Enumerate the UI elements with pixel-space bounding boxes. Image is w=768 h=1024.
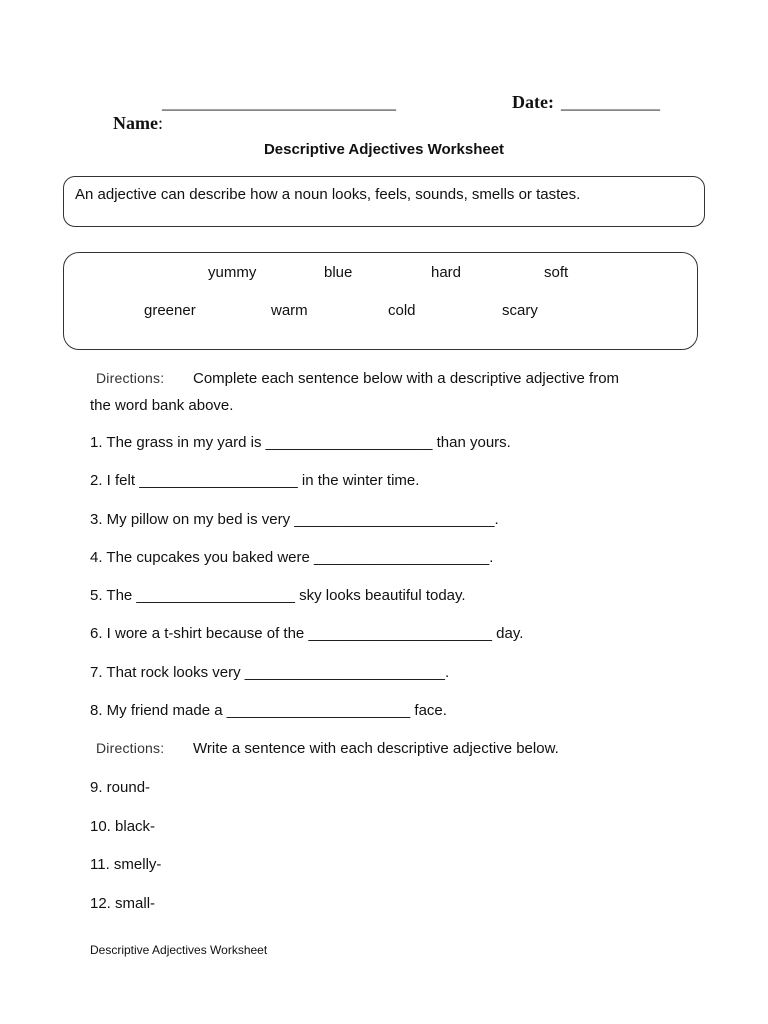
word-bank-word: greener — [144, 302, 196, 319]
sentence-item[interactable]: 2. I felt ___________________ in the winter time. — [90, 472, 420, 489]
adjective-item[interactable]: 11. smelly- — [90, 856, 162, 873]
adjective-item[interactable]: 9. round- — [90, 779, 151, 796]
date-field[interactable]: ___________ — [561, 92, 660, 112]
word-bank-word: soft — [544, 264, 569, 281]
word-bank-word: warm — [271, 302, 308, 319]
directions-label: Directions: — [96, 370, 165, 386]
word-bank-word: blue — [324, 264, 353, 281]
directions-text-continued: the word bank above. — [90, 397, 234, 414]
sentence-item[interactable]: 3. My pillow on my bed is very ________________________. — [90, 511, 499, 528]
footer-text: Descriptive Adjectives Worksheet — [90, 943, 268, 957]
directions-text: Complete each sentence below with a descriptive adjective from — [193, 370, 620, 387]
name-colon: : — [157, 113, 163, 133]
word-bank-word: hard — [431, 264, 462, 281]
name-field[interactable]: __________________________ — [162, 92, 396, 112]
adjective-item[interactable]: 10. black- — [90, 818, 156, 835]
sentence-item[interactable]: 7. That rock looks very ________________________. — [90, 664, 450, 681]
sentence-item[interactable]: 5. The ___________________ sky looks beautiful today. — [90, 587, 466, 604]
name-label — [104, 92, 163, 134]
word-bank-word: yummy — [208, 264, 257, 281]
word-bank-word: cold — [388, 302, 416, 319]
name-label-text: Name — [113, 113, 158, 133]
date-label: Date: — [512, 92, 554, 112]
sentence-item[interactable]: 4. The cupcakes you baked were _____________________. — [90, 549, 494, 566]
worksheet-title: Descriptive Adjectives Worksheet — [263, 141, 505, 158]
definition-text: An adjective can describe how a noun looks, feels, sounds, smells or tastes. — [75, 186, 581, 203]
adjective-item[interactable]: 12. small- — [90, 895, 156, 912]
directions-label: Directions: — [96, 740, 165, 756]
directions-text: Write a sentence with each descriptive adjective below. — [193, 740, 559, 757]
word-bank-box — [63, 252, 698, 350]
word-bank-word: scary — [502, 302, 538, 319]
sentence-item[interactable]: 6. I wore a t-shirt because of the ______________________ day. — [90, 625, 524, 642]
sentence-item[interactable]: 8. My friend made a ______________________ face. — [90, 702, 447, 719]
sentence-item[interactable]: 1. The grass in my yard is ____________________ than yours. — [90, 434, 511, 451]
